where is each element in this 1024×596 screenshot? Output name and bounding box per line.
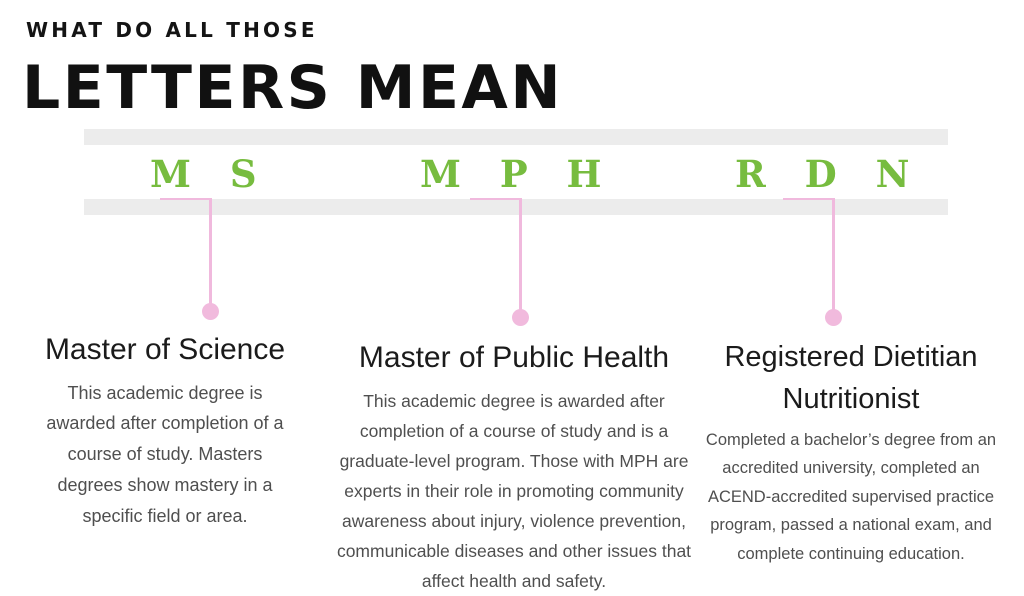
abbreviation-mph: M P H bbox=[420, 152, 615, 196]
column-mph bbox=[328, 336, 700, 596]
column-ms bbox=[34, 328, 296, 532]
page-title: LETTERS MEAN bbox=[22, 58, 563, 118]
column-rdn bbox=[700, 336, 1002, 568]
connector-vertical-1 bbox=[209, 198, 212, 310]
abbreviation-ms: M S bbox=[150, 152, 270, 196]
connector-horizontal-2 bbox=[470, 198, 522, 200]
connector-dot-3 bbox=[825, 309, 842, 326]
abbreviation-rdn: R D N bbox=[735, 152, 922, 196]
connector-dot-1 bbox=[202, 303, 219, 320]
column-body-ms: This academic degree is awarded after completion of a course of study. Masters degrees show mastery in a specific field or area. bbox=[34, 378, 296, 533]
connector-vertical-3 bbox=[832, 198, 835, 316]
decorative-bar-bottom bbox=[84, 199, 948, 215]
column-body-mph: This academic degree is awarded after completion of a course of study and is a graduate-level program. Those with MPH are experts in their role in promoting community awareness about injury, violence prevention, communicable diseases and other issues that affect health and safety. bbox=[328, 386, 700, 596]
kicker-text: WHAT DO ALL THOSE bbox=[26, 18, 318, 42]
column-title-rdn: Registered Dietitian Nutritionist bbox=[700, 336, 1002, 420]
column-body-rdn: Completed a bachelor’s degree from an accredited university, completed an ACEND-accredited supervised practice program, passed a national exam, and complete continuing education. bbox=[700, 426, 1002, 568]
decorative-bar-top bbox=[84, 129, 948, 145]
connector-horizontal-3 bbox=[783, 198, 835, 200]
column-title-mph: Master of Public Health bbox=[328, 336, 700, 380]
connector-dot-2 bbox=[512, 309, 529, 326]
connector-horizontal-1 bbox=[160, 198, 212, 200]
column-title-ms: Master of Science bbox=[34, 328, 296, 372]
connector-vertical-2 bbox=[519, 198, 522, 316]
